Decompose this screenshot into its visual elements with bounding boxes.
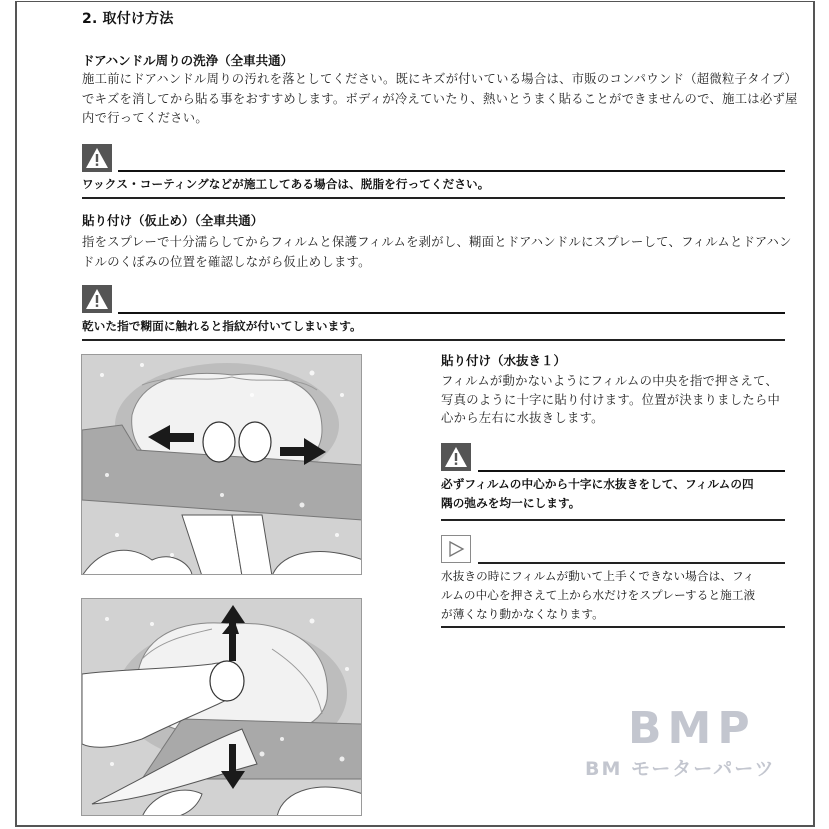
section-title: 2. 取付け方法 bbox=[82, 11, 174, 27]
hint-line: ルムの中心を押さえて上から水だけをスプレーすると施工液 bbox=[441, 588, 756, 602]
temp-fix-body bbox=[82, 233, 802, 272]
warning-top-rule bbox=[118, 312, 785, 314]
warning-top-rule bbox=[478, 470, 785, 472]
water-removal-line: フィルムが動かないようにフィルムの中央を指で押さえて、 bbox=[441, 374, 778, 388]
water-removal-line: 心から左右に水抜きします。 bbox=[441, 411, 604, 425]
hint-top-rule bbox=[478, 562, 785, 564]
warning-line: 必ずフィルムの中心から十字に水抜きをして、フィルムの四 bbox=[441, 477, 754, 491]
watermark-subtitle: BM モーターパーツ bbox=[585, 758, 776, 780]
water-removal-heading: 貼り付け（水抜き１） bbox=[441, 353, 567, 368]
watermark-logo: BMP bbox=[628, 703, 756, 754]
hint-line: 水抜きの時にフィルムが動いて上手くできない場合は、フィ bbox=[441, 569, 755, 583]
hint-bottom-rule bbox=[441, 626, 785, 628]
photo-vertical-squeegee bbox=[81, 598, 362, 816]
warning-bottom-rule bbox=[441, 519, 785, 521]
warning-icon bbox=[441, 443, 471, 471]
cleaning-warning-text: ワックス・コーティングなどが施工してある場合は、脱脂を行ってください。 bbox=[82, 177, 490, 191]
hint-line: が薄くなり動かなくなります。 bbox=[441, 607, 604, 621]
cleaning-heading: ドアハンドル周りの洗浄（全車共通） bbox=[82, 53, 294, 68]
cleaning-body bbox=[82, 70, 802, 129]
temp-fix-heading: 貼り付け（仮止め）（全車共通） bbox=[82, 213, 264, 228]
water-removal-line: 写真のように十字に貼り付けます。位置が決まりましたら中 bbox=[441, 392, 781, 407]
water-removal-warning bbox=[441, 475, 791, 513]
warning-icon bbox=[82, 285, 112, 313]
hint-text bbox=[441, 567, 791, 624]
warning-line: 隅の弛みを均一にします。 bbox=[441, 496, 581, 510]
temp-fix-warning-text: 乾いた指で糊面に触れると指紋が付いてしまいます。 bbox=[82, 319, 362, 333]
water-removal-body bbox=[441, 372, 791, 428]
temp-fix-line: 指をスプレーで十分濡らしてからフィルムと保護フィルムを剥がし、糊面とドアハンドルにスプレーして、フィルムとドアハン bbox=[82, 235, 792, 249]
temp-fix-line: ドルのくぼみの位置を確認しながら仮止めします。 bbox=[82, 254, 371, 269]
play-hint-icon bbox=[441, 535, 471, 563]
photo-horizontal-squeegee bbox=[81, 354, 362, 575]
warning-icon bbox=[82, 144, 112, 172]
cleaning-line: 内で行ってください。 bbox=[82, 111, 208, 125]
cleaning-line: 施工前にドアハンドル周りの汚れを落としてください。既にキズが付いている場合は、市販のコンパウンド（超微粒子タイプ） bbox=[82, 72, 798, 86]
warning-top-rule bbox=[118, 170, 785, 172]
warning-bottom-rule bbox=[82, 197, 785, 199]
cleaning-line: でキズを消してから貼る事をおすすめします。ボディが冷えていたり、熱いとうまく貼ることができませんので、施工は必ず屋 bbox=[82, 91, 798, 106]
warning-bottom-rule bbox=[82, 339, 785, 341]
